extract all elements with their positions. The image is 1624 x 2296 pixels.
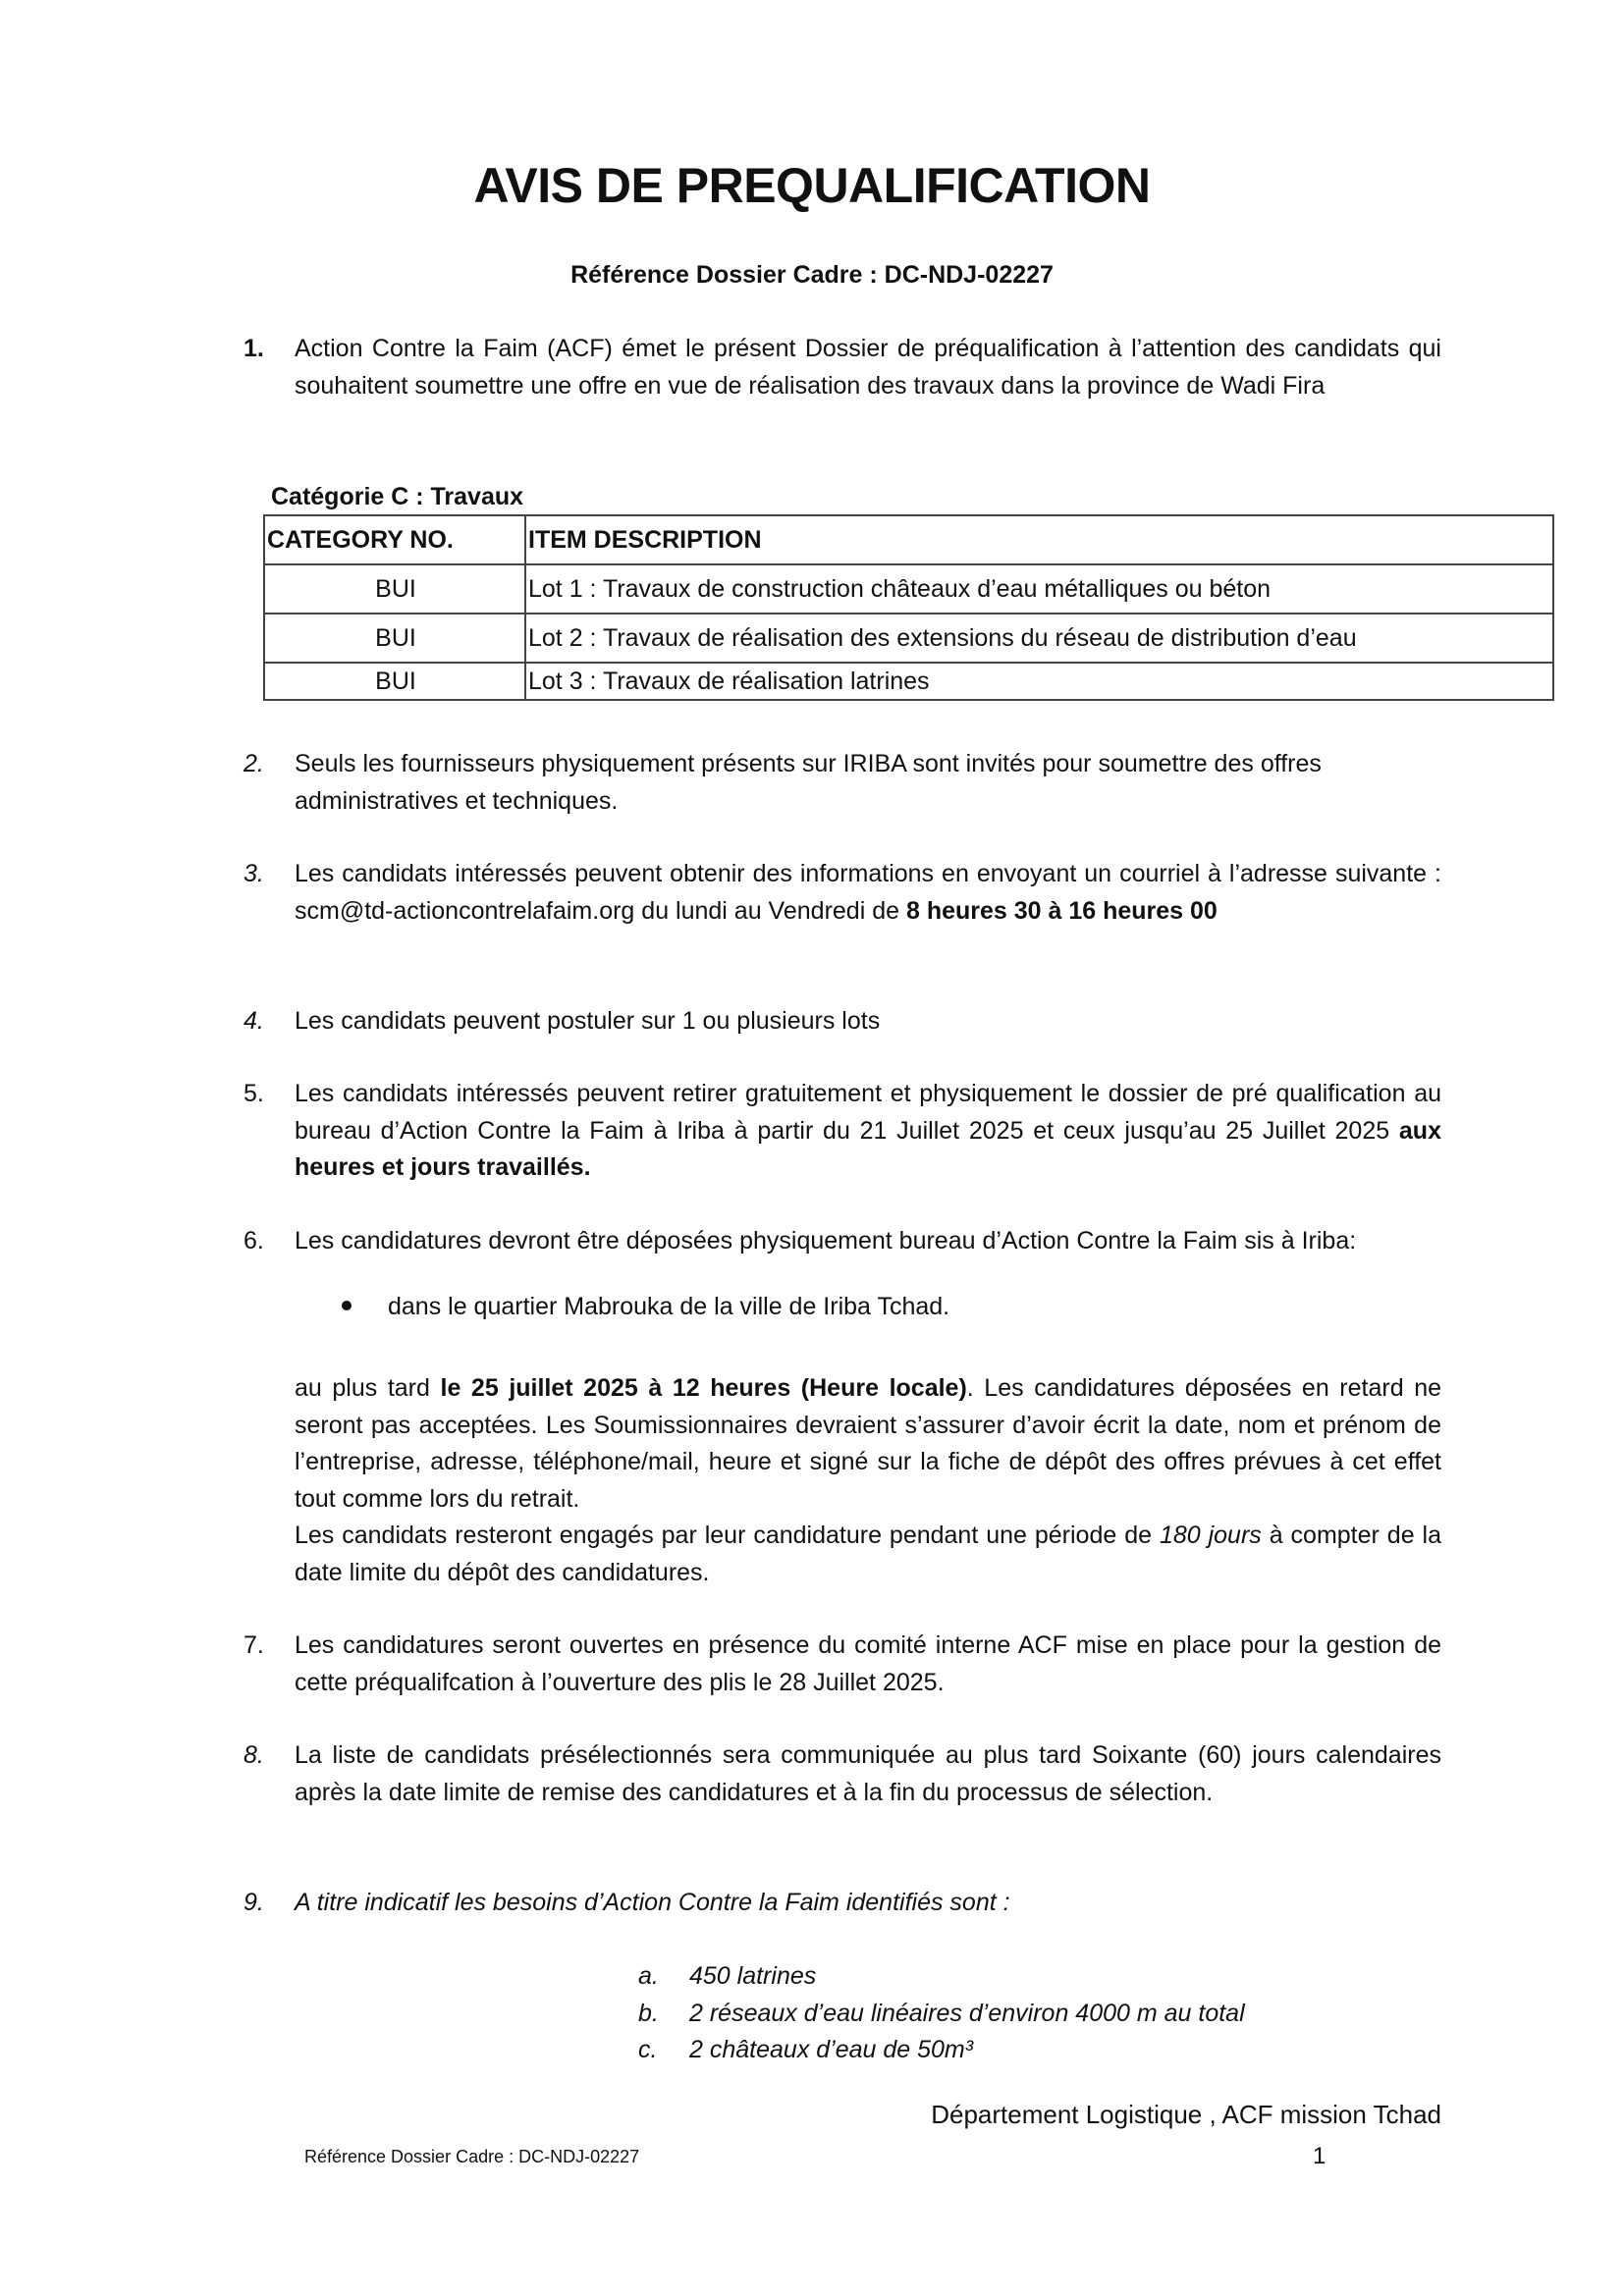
bullet-text: dans le quartier Mabrouka de la ville de Iriba Tchad. (388, 1293, 950, 1320)
signature-line: Département Logistique , ACF mission Tchad (931, 2100, 1441, 2129)
needs-item (638, 2032, 1245, 2069)
category-code: BUI (264, 614, 525, 663)
table-row (264, 614, 1553, 663)
item-number: 2. (244, 750, 264, 777)
item-text: Les candidatures devront être déposées physiquement bureau d’Action Contre la Faim sis à Iriba: (295, 1227, 1357, 1255)
needs-text: 2 réseaux d’eau linéaires d’environ 4000 m au total (689, 1999, 1245, 2027)
item-1 (244, 331, 1441, 404)
item-text: Seuls les fournisseurs physiquement présents sur IRIBA sont invités pour soumettre des offres administratives et techniques. (295, 750, 1322, 815)
item-number: 8. (244, 1741, 264, 1769)
item-7 (244, 1628, 1441, 1701)
item-number: 1. (244, 335, 264, 362)
page-title: AVIS DE PREQUALIFICATION (473, 158, 1151, 213)
item-description: Lot 2 : Travaux de réalisation des extensions du réseau de distribution d’eau (525, 614, 1553, 663)
needs-label: a. (638, 1962, 659, 1990)
validity-paragraph (295, 1518, 1441, 1591)
table-row (264, 663, 1553, 700)
item-description: Lot 3 : Travaux de réalisation latrines (525, 663, 1553, 700)
item-text: Action Contre la Faim (ACF) émet le présent Dossier de préqualification à l’attention des candidats qui souhaitent soumettre une offre en vue de réalisation des travaux dans la province de Wadi Fira (295, 335, 1441, 400)
deadline-paragraph (295, 1370, 1441, 1518)
category-code: BUI (264, 564, 525, 614)
page-number: 1 (1313, 2143, 1326, 2169)
item-text (295, 856, 1441, 930)
item-number: 5. (244, 1080, 264, 1107)
needs-text: 2 châteaux d’eau de 50m³ (689, 2036, 974, 2063)
item-text-bold: aux heures et jours travaillés. (295, 1116, 1441, 1181)
category-code: BUI (264, 663, 525, 700)
item-text: A titre indicatif les besoins d’Action Contre la Faim identifiés sont : (295, 1889, 1010, 1916)
table-row (264, 564, 1553, 614)
item-6 (244, 1223, 1441, 1260)
item-8 (244, 1737, 1441, 1811)
item-description: Lot 1 : Travaux de construction châteaux d’eau métalliques ou béton (525, 564, 1553, 614)
item-3 (244, 856, 1441, 930)
bullet-location (342, 1293, 949, 1321)
deadline-date: le 25 juillet 2025 à 12 heures (Heure locale) (440, 1374, 967, 1402)
category-table (263, 514, 1554, 701)
item-number: 9. (244, 1889, 264, 1916)
item-text: La liste de candidats présélectionnés sera communiquée au plus tard Soixante (60) jours calendaires après la date limite de remise des candidatures et à la fin du processus de sélection. (295, 1741, 1441, 1806)
footer-reference: Référence Dossier Cadre : DC-NDJ-02227 (304, 2147, 640, 2166)
item-9 (244, 1885, 1441, 1922)
needs-list (638, 1958, 1245, 2069)
item-5 (244, 1076, 1441, 1187)
deadline-text: . Les candidatures déposées en retard ne seront pas acceptées. Les Soumissionnaires devraient s’assurer d’avoir écrit la date, nom et prénom de l’entreprise, adresse, téléphone/mail, heure et signé sur la fiche de dépôt des offres prévues à cet effet tout comme lors du retrait. (295, 1374, 1442, 1513)
office-hours: 8 heures 30 à 16 heures 00 (905, 896, 1218, 925)
item-text: Les candidatures seront ouvertes en présence du comité interne ACF mise en place pour la gestion de cette préqualifcation à l’ouverture des plis le 28 Juillet 2025. (295, 1631, 1441, 1696)
column-header-category: CATEGORY NO. (264, 515, 525, 564)
item-4 (244, 1003, 1441, 1041)
item-number: 3. (244, 860, 264, 887)
bullet-icon (342, 1301, 352, 1310)
item-text-part: du lundi au Vendredi de (634, 896, 906, 925)
item-text: Les candidats peuvent postuler sur 1 ou plusieurs lots (295, 1007, 881, 1035)
needs-text: 450 latrines (689, 1962, 817, 1990)
item-2 (244, 746, 1441, 820)
item-text-part: Les candidats intéressés peuvent obtenir des informations en envoyant un courriel à l’adresse suivante : (295, 860, 1441, 887)
needs-label: b. (638, 1999, 659, 2027)
item-number: 4. (244, 1007, 264, 1035)
table-caption: Catégorie C : Travaux (271, 483, 524, 510)
needs-item (638, 1996, 1245, 2033)
validity-text: à compter de la date limite du dépôt des candidatures. (295, 1522, 1441, 1586)
table-header-row (264, 515, 1553, 564)
deadline-text: au plus tard (295, 1374, 441, 1402)
needs-item (638, 1958, 1245, 1996)
contact-email[interactable]: scm@td-actioncontrelafaim.org (295, 896, 635, 925)
validity-period: 180 jours (1159, 1522, 1262, 1549)
needs-label: c. (638, 2036, 658, 2063)
column-header-description: ITEM DESCRIPTION (525, 515, 1553, 564)
item-number: 6. (244, 1227, 264, 1255)
item-text-part: Les candidats intéressés peuvent retirer gratuitement et physiquement le dossier de pré qualification au bureau d’Action Contre la Faim à Iriba à partir du 21 Juillet 2025 et ceux jusqu’au 25 Juillet 2025 (295, 1080, 1441, 1145)
item-text (295, 1076, 1441, 1187)
dossier-reference: Référence Dossier Cadre : DC-NDJ-02227 (570, 261, 1054, 289)
validity-text: Les candidats resteront engagés par leur candidature pendant une période de (295, 1522, 1160, 1549)
item-number: 7. (244, 1631, 264, 1659)
